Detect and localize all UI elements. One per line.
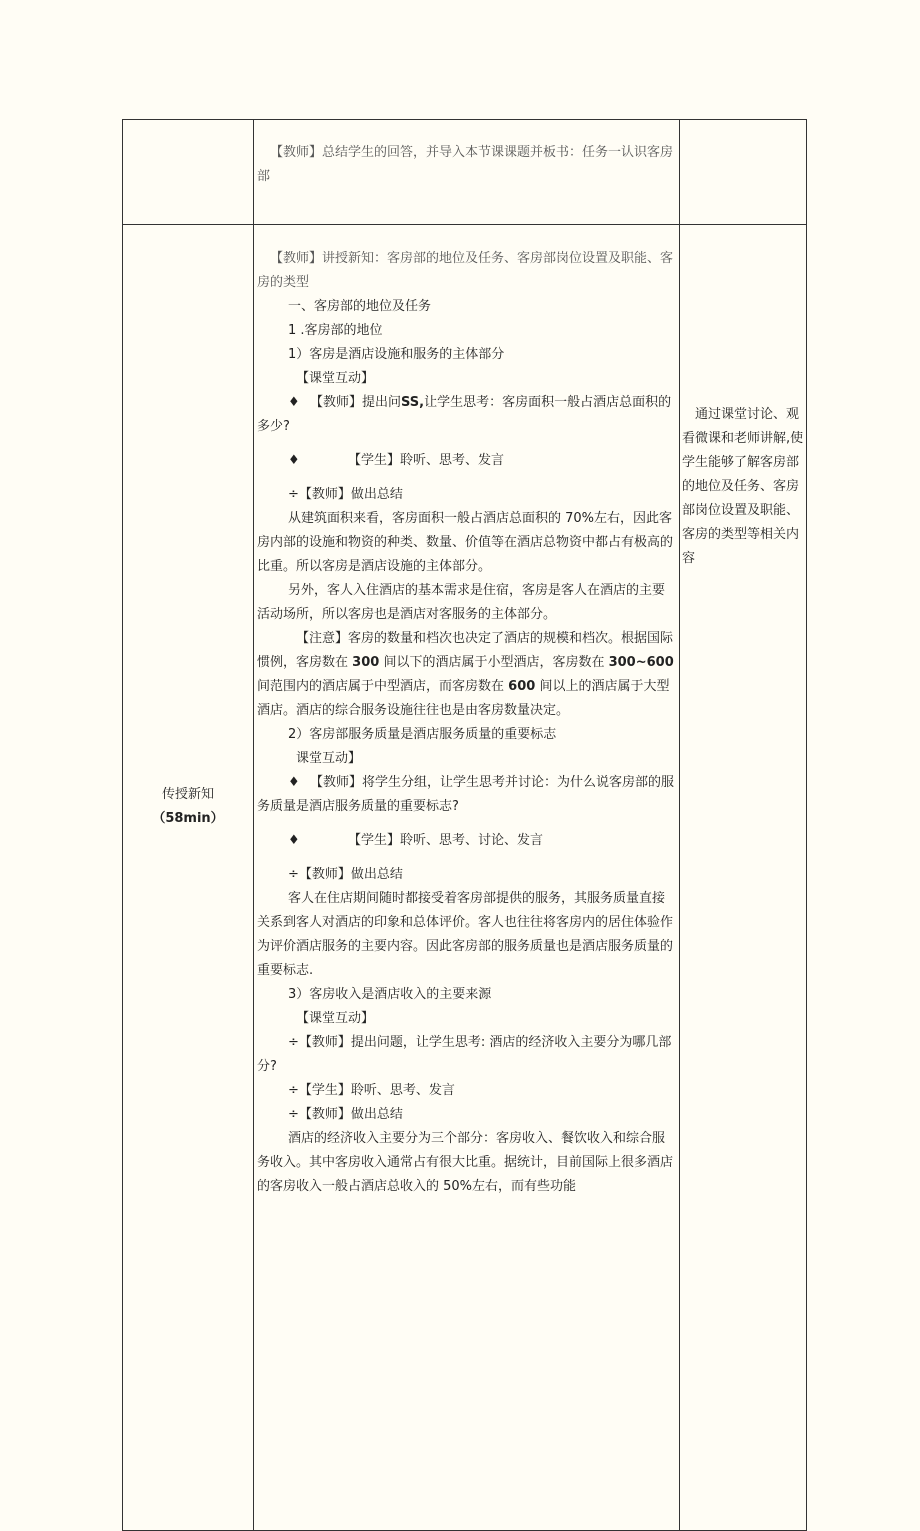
body-paragraph: 客人在住店期间随时都接受着客房部提供的服务，其服务质量直接关系到客人对酒店的印象和总体评价。客人也往往将客房内的居住体验作为评价酒店服务的主要内容。因此客房部的服务质量也是酒店服务质量的重要标志.: [257, 891, 674, 978]
student-response: ♦ 【学生】聆听、思考、讨论、发言: [257, 829, 675, 853]
content-cell: [254, 225, 680, 1531]
teaching-goal-text: 通过课堂讨论、观看微课和老师讲解,使学生能够了解客房部的地位及任务、客房部岗位设置及职能、客房的类型等相关内容: [682, 407, 804, 566]
goal-cell: [680, 120, 807, 225]
teacher-question: ♦ 【教师】将学生分组，让学生思考并讨论：为什么说客房部的服务质量是酒店服务质量的重要标志?: [257, 771, 675, 819]
point-heading: 3）客房收入是酒店收入的主要来源: [288, 987, 492, 1002]
body-paragraph: 酒店的经济收入主要分为三个部分：客房收入、餐饮收入和综合服务收入。其中客房收入通常占有很大比重。据统计，目前国际上很多酒店的客房收入一般占酒店总收入的 50%左右，而有些功能: [257, 1131, 674, 1194]
teacher-question: ♦ 【教师】提出问SS,让学生思考：客房面积一般占酒店总面积的多少?: [257, 391, 675, 439]
bullet-icon: ♦: [288, 833, 300, 848]
interaction-label: 【课堂互动】: [296, 371, 375, 386]
bullet-icon: ♦: [288, 395, 300, 410]
teacher-summary: ÷【教师】做出总结: [288, 867, 403, 882]
table-row: [123, 120, 807, 225]
stage-name: 传授新知: [161, 787, 214, 802]
stage-label: [123, 783, 253, 831]
stage-time: （58min）: [152, 811, 224, 826]
teacher-summary-text: 【教师】总结学生的回答，并导入本节课课题并板书：任务一认识客房部: [257, 145, 674, 184]
bullet-icon: ♦: [288, 775, 300, 790]
student-response: ♦ 【学生】聆听、思考、发言: [257, 449, 675, 473]
point-heading: 2）客房部服务质量是酒店服务质量的重要标志: [288, 727, 557, 742]
point-heading: 1）客房是酒店设施和服务的主体部分: [288, 347, 505, 362]
content-cell: [254, 120, 680, 225]
subsection-heading: 1 .客房部的地位: [288, 323, 383, 338]
body-paragraph: 从建筑面积来看，客房面积一般占酒店总面积的 70%左右，因此客房内部的设施和物资的种类、数量、价值等在酒店总物资中都占有极高的比重。所以客房是酒店设施的主体部分。: [257, 511, 674, 574]
section-heading: 一、客房部的地位及任务: [288, 299, 432, 314]
table-row: [123, 225, 807, 1531]
body-paragraph: 另外，客人入住酒店的基本需求是住宿，客房是客人在酒店的主要活动场所，所以客房也是酒店对客服务的主体部分。: [257, 583, 666, 622]
stage-cell: [123, 225, 254, 1531]
teacher-summary: ÷【教师】做出总结: [288, 487, 403, 502]
teacher-summary: ÷【教师】做出总结: [288, 1107, 403, 1122]
interaction-label: 课堂互动】: [296, 751, 362, 766]
note-paragraph: 【注意】客房的数量和档次也决定了酒店的规模和档次。根据国际惯例，客房数在 300 间以下的酒店属于小型酒店，客房数在 300~600 间范围内的酒店属于中型酒店，而客房数在 600 间以上的酒店属于大型酒店。酒店的综合服务设施往往也是由客房数量决定。: [257, 631, 674, 718]
stage-cell: [123, 120, 254, 225]
bullet-icon: ♦: [288, 453, 300, 468]
student-response: ÷【学生】聆听、思考、发言: [288, 1083, 455, 1098]
interaction-label: 【课堂互动】: [296, 1011, 375, 1026]
lesson-table: [122, 119, 807, 1531]
teacher-question: ÷【教师】提出问题，让学生思考: 酒店的经济收入主要分为哪几部分?: [257, 1035, 672, 1074]
teacher-intro: 【教师】讲授新知：客房部的地位及任务、客房部岗位设置及职能、客房的类型: [257, 251, 674, 290]
goal-cell: [680, 225, 807, 1531]
